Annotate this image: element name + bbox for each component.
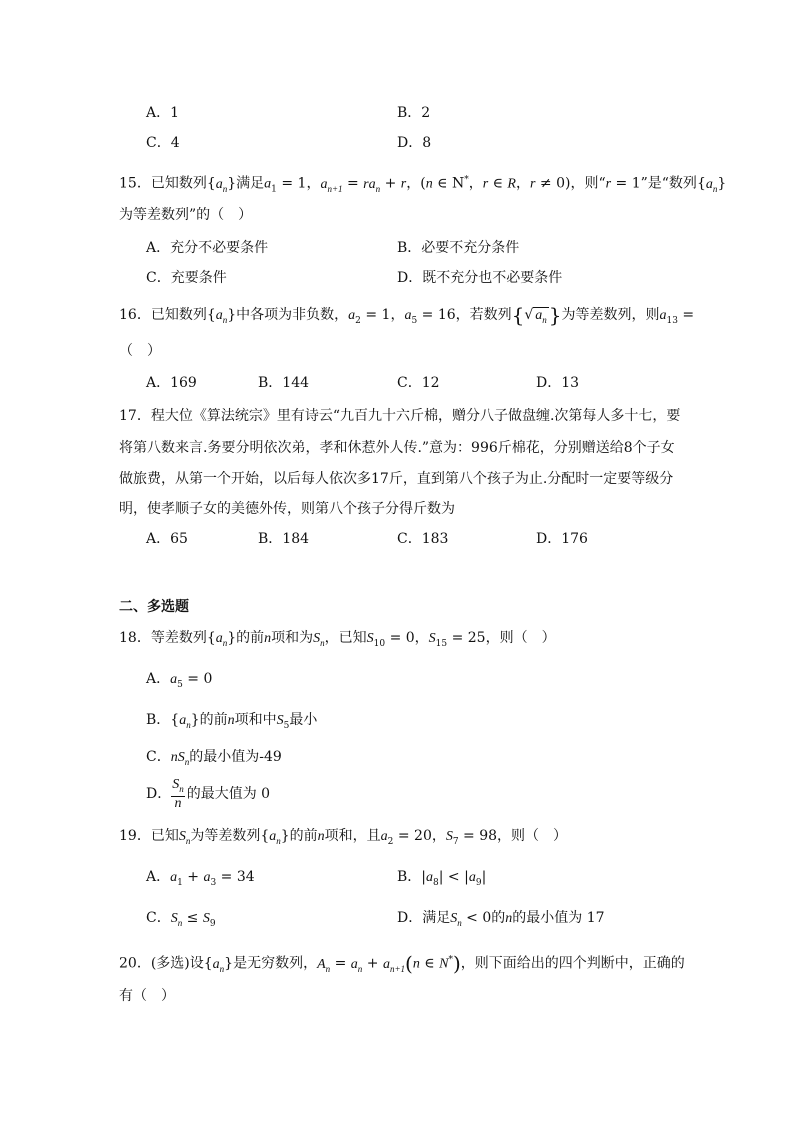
- q14-option-c: C．4: [146, 135, 180, 151]
- q17-stem-line2: 将第八数来言.务要分明依次弟，孝和休惹外人传.”意为：996斤棉花，分别赠送给8个子女: [119, 440, 675, 456]
- q18-stem: 18．等差数列$\{a_n\}$的前n项和为$S_n$，已知$S_{10} = 0$，$S_{15} = 25$，则（ ）: [119, 630, 556, 649]
- q15-stem-line1: 15．已知数列$\{a_n\}$满足$a_1 = 1$，$a_{n+1} = ra_n + r$，(n ∈ N*，r ∈ R，r ≠ 0)，则“r = 1”是“数列$\{a_n\}$: [119, 175, 727, 195]
- q15-option-a: A．充分不必要条件: [146, 240, 269, 256]
- q17-option-d: D．176: [536, 531, 588, 547]
- q16-option-d: D．13: [536, 375, 580, 391]
- q20-stem-line2: 有（ ）: [119, 988, 175, 1004]
- q18-option-a: A．$a_5 = 0$: [146, 671, 213, 690]
- q19-stem: 19．已知$S_n$为等差数列$\{a_n\}$的前n项和，且$a_2 = 20$，$S_7 = 98$，则（ ）: [119, 828, 568, 847]
- q14-option-b: B．2: [397, 105, 431, 121]
- q14-option-a: A．1: [146, 105, 180, 121]
- q19-option-b: B．$|a_8| < |a_9|$: [397, 869, 487, 888]
- section-heading: 二、多选题: [119, 599, 189, 615]
- q16-option-c: C．12: [397, 375, 440, 391]
- q19-option-d: D．满足$S_n < 0$的n的最小值为 17: [397, 910, 605, 928]
- q17-option-b: B．184: [258, 531, 310, 547]
- q15-stem-line2: 为等差数列”的（ ）: [119, 207, 253, 223]
- q19-option-a: A．$a_1 + a_3 = 34$: [146, 869, 255, 888]
- q16-stem-line1: 16．已知数列$\{a_n\}$中各项为非负数，$a_2 = 1$，$a_5 = 16$，若数列{√ $a_n$ }为等差数列，则$a_{13}$ =: [119, 303, 695, 327]
- q16-blank: （ ）: [119, 343, 161, 359]
- q15-option-d: D．既不充分也不必要条件: [397, 270, 563, 286]
- q17-option-a: A．65: [146, 531, 188, 547]
- q17-stem-line1: 17．程大位《算法统宗》里有诗云“九百九十六斤棉，赠分八子做盘缠.次第每人多十七，要: [119, 408, 681, 424]
- q15-option-b: B．必要不充分条件: [397, 240, 520, 256]
- q17-option-c: C．183: [397, 531, 449, 547]
- q17-stem-line4: 明，使孝顺子女的美德外传，则第八个孩子分得斤数为: [119, 501, 455, 517]
- q16-option-b: B．144: [258, 375, 310, 391]
- q19-option-c: C．$S_n \le S_9$: [146, 910, 216, 929]
- q18-option-b: B．$\{a_n\}$的前n项和中$S_5$最小: [146, 712, 318, 731]
- q17-stem-line3: 做旅费，从第一个开始，以后每人依次多17斤，直到第八个孩子为止.分配时一定要等级分: [119, 471, 674, 487]
- q15-option-c: C．充要条件: [146, 270, 227, 286]
- q14-option-d: D．8: [397, 135, 432, 151]
- q18-option-c: C．$nS_n$的最小值为-49: [146, 749, 282, 767]
- q20-stem-line1: 20．(多选)设$\{a_n\}$是无穷数列，$A_n = a_n + a_{n+1}(n$ ∈ N*)，则下面给出的四个判断中，正确的: [119, 951, 685, 976]
- q16-option-a: A．169: [146, 375, 197, 391]
- q18-option-d: D． $\frac{S_n}{n}$ 的最大值为 0: [146, 777, 271, 811]
